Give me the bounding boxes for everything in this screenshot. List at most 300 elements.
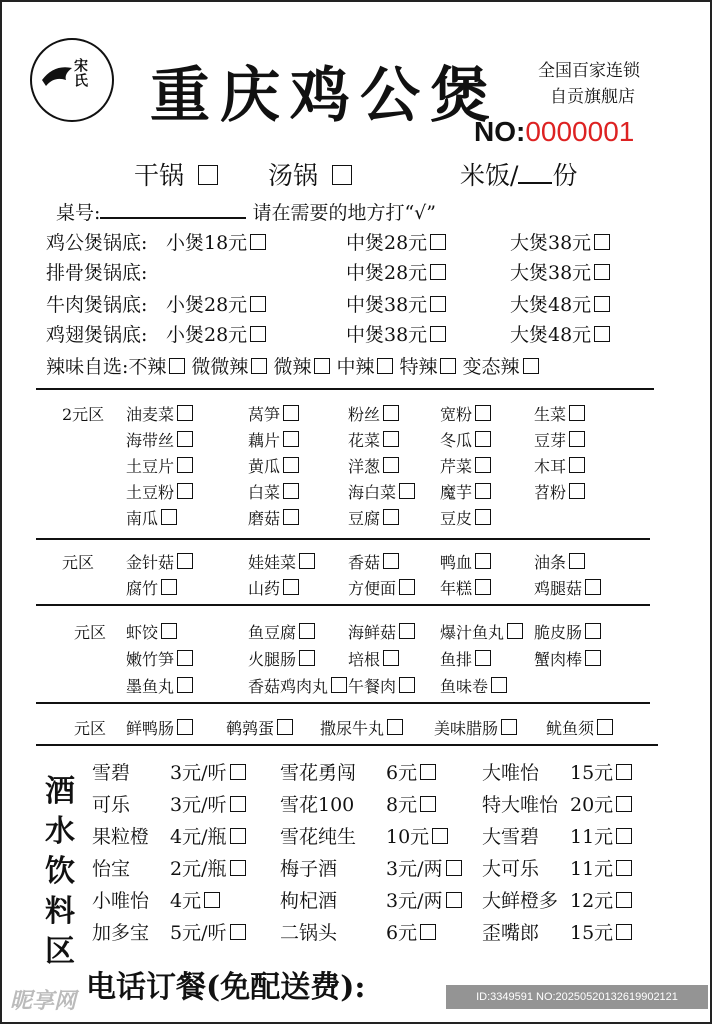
drink-item[interactable]	[570, 918, 632, 945]
price-label: 元区	[74, 719, 107, 738]
menu-item-checkbox[interactable]	[475, 509, 491, 525]
chain-line-2: 自贡旗舰店	[550, 87, 635, 106]
spicy-level-label: 微辣	[273, 356, 312, 378]
menu-item-checkbox[interactable]	[399, 677, 415, 693]
menu-item-checkbox[interactable]	[387, 719, 403, 735]
pot-small-label: 小煲28元	[166, 324, 248, 346]
menu-item-checkbox[interactable]	[475, 483, 491, 499]
option-rice[interactable]	[460, 156, 577, 192]
menu-item-checkbox[interactable]	[299, 650, 315, 666]
drink-checkbox[interactable]	[230, 764, 246, 780]
pot-small-checkbox[interactable]	[250, 296, 266, 312]
spicy-level[interactable]	[128, 356, 185, 378]
drink-checkbox[interactable]	[432, 828, 448, 844]
menu-item[interactable]	[248, 620, 315, 643]
drink-price: 15元	[570, 922, 614, 944]
menu-item-checkbox[interactable]	[569, 553, 585, 569]
drink-name: 大雪碧	[482, 826, 540, 848]
table-number-blank[interactable]	[100, 201, 246, 219]
menu-item[interactable]	[440, 647, 491, 670]
pot-small[interactable]	[166, 228, 266, 255]
pot-medium-checkbox[interactable]	[430, 296, 446, 312]
drink-item[interactable]	[386, 790, 436, 817]
menu-item-label: 鱼豆腐	[248, 623, 297, 642]
drink-price: 4元	[170, 890, 202, 912]
pot-large-checkbox[interactable]	[594, 326, 610, 342]
drink-checkbox[interactable]	[420, 924, 436, 940]
menu-item-checkbox[interactable]	[475, 457, 491, 473]
divider	[36, 744, 658, 746]
menu-item[interactable]	[126, 454, 193, 477]
menu-item[interactable]	[126, 402, 193, 425]
pot-medium-checkbox[interactable]	[430, 264, 446, 280]
menu-item-label: 粉丝	[348, 405, 381, 424]
pot-large[interactable]	[510, 320, 610, 347]
menu-item-label: 宽粉	[440, 405, 473, 424]
pot-large-checkbox[interactable]	[594, 264, 610, 280]
menu-item[interactable]	[248, 454, 299, 477]
spicy-level-label: 变态辣	[462, 356, 520, 378]
menu-item-label: 豆腐	[348, 509, 381, 528]
menu-item[interactable]	[348, 506, 399, 529]
menu-item-checkbox[interactable]	[475, 579, 491, 595]
drink-checkbox[interactable]	[616, 892, 632, 908]
menu-item-label: 莴笋	[248, 405, 281, 424]
option-soup-pot[interactable]	[268, 156, 352, 192]
menu-item-checkbox[interactable]	[585, 579, 601, 595]
menu-item[interactable]	[534, 402, 585, 425]
spicy-label: 辣味自选:	[46, 356, 129, 378]
pot-large[interactable]	[510, 228, 610, 255]
pot-small[interactable]	[166, 320, 266, 347]
menu-item-label: 海白菜	[348, 483, 397, 502]
menu-item[interactable]	[248, 480, 299, 503]
spicy-level-label: 不辣	[128, 356, 167, 378]
pot-medium-checkbox[interactable]	[430, 326, 446, 342]
menu-item-label: 美味腊肠	[434, 719, 499, 738]
menu-item-label: 洋葱	[348, 457, 381, 476]
menu-item-checkbox[interactable]	[177, 483, 193, 499]
menu-item-checkbox[interactable]	[277, 719, 293, 735]
logo-badge	[30, 38, 114, 122]
menu-item-checkbox[interactable]	[177, 405, 193, 421]
spicy-level[interactable]	[462, 356, 538, 378]
pot-large-label: 大煲48元	[510, 324, 592, 346]
menu-item[interactable]	[226, 716, 293, 739]
pot-large[interactable]	[510, 258, 610, 285]
menu-item[interactable]	[348, 550, 399, 573]
menu-item-checkbox[interactable]	[491, 677, 507, 693]
drink-name: 大可乐	[482, 858, 540, 880]
menu-item-label: 爆汁鱼丸	[440, 623, 505, 642]
menu-item-checkbox[interactable]	[597, 719, 613, 735]
menu-item-checkbox[interactable]	[569, 483, 585, 499]
drink-checkbox[interactable]	[446, 892, 462, 908]
menu-item-label: 鸭血	[440, 553, 473, 572]
drink-name: 大鲜橙多	[482, 890, 559, 912]
drink-item[interactable]	[386, 758, 436, 785]
chain-info	[538, 58, 640, 110]
divider	[36, 538, 650, 540]
drink-price: 10元	[386, 826, 430, 848]
drink-item[interactable]	[170, 854, 246, 881]
menu-item-checkbox[interactable]	[283, 405, 299, 421]
menu-item-label: 撒尿牛丸	[320, 719, 385, 738]
spicy-level-checkbox[interactable]	[377, 358, 393, 374]
menu-item-checkbox[interactable]	[399, 579, 415, 595]
pot-name: 鸡翅煲锅底:	[46, 324, 148, 346]
menu-item[interactable]	[348, 576, 415, 599]
spicy-level[interactable]	[336, 356, 393, 378]
menu-item-label: 磨菇	[248, 509, 281, 528]
menu-item[interactable]	[440, 454, 491, 477]
drink-name: 可乐	[92, 794, 131, 816]
pot-large-label: 大煲48元	[510, 294, 592, 316]
menu-item-label: 鹌鹑蛋	[226, 719, 275, 738]
menu-item[interactable]	[348, 454, 399, 477]
pot-large-checkbox[interactable]	[594, 296, 610, 312]
drink-item[interactable]	[170, 790, 246, 817]
menu-item-checkbox[interactable]	[383, 553, 399, 569]
menu-item-checkbox[interactable]	[475, 650, 491, 666]
menu-item[interactable]	[126, 576, 177, 599]
menu-item[interactable]	[248, 674, 347, 697]
menu-item-checkbox[interactable]	[283, 483, 299, 499]
check-hint: 请在需要的地方打“√”	[252, 202, 436, 224]
menu-item-label: 金针菇	[126, 553, 175, 572]
menu-item[interactable]	[348, 480, 415, 503]
rice-qty-blank[interactable]	[518, 162, 552, 184]
menu-item[interactable]	[534, 576, 601, 599]
menu-item[interactable]	[440, 550, 491, 573]
drink-price: 12元	[570, 890, 614, 912]
spicy-levels	[128, 356, 544, 378]
menu-item-label: 木耳	[534, 457, 567, 476]
drink-checkbox[interactable]	[616, 924, 632, 940]
drink-price: 3元/两	[386, 858, 443, 880]
menu-item-label: 鲜鸭肠	[126, 719, 175, 738]
drink-item[interactable]	[570, 886, 632, 913]
menu-item-checkbox[interactable]	[177, 719, 193, 735]
drink-price: 5元/听	[170, 922, 227, 944]
drink-item[interactable]	[386, 886, 462, 913]
menu-item-checkbox[interactable]	[177, 650, 193, 666]
menu-item-checkbox[interactable]	[399, 623, 415, 639]
menu-item[interactable]	[534, 480, 585, 503]
drink-item[interactable]	[170, 758, 246, 785]
pot-small-checkbox[interactable]	[250, 326, 266, 342]
drink-checkbox[interactable]	[230, 796, 246, 812]
menu-item-label: 魔芋	[440, 483, 473, 502]
drink-name: 梅子酒	[280, 858, 338, 880]
menu-item-checkbox[interactable]	[507, 623, 523, 639]
drink-name: 加多宝	[92, 922, 150, 944]
spicy-level-checkbox[interactable]	[440, 358, 456, 374]
menu-item[interactable]	[348, 647, 399, 670]
menu-item-checkbox[interactable]	[299, 623, 315, 639]
drink-checkbox[interactable]	[616, 796, 632, 812]
drink-name: 大唯怡	[482, 762, 540, 784]
menu-item[interactable]	[248, 428, 299, 451]
menu-item-label: 方便面	[348, 579, 397, 598]
menu-item[interactable]	[248, 402, 299, 425]
menu-item-checkbox[interactable]	[177, 457, 193, 473]
pot-large[interactable]	[510, 290, 610, 317]
spicy-level-checkbox[interactable]	[314, 358, 330, 374]
pot-large-label: 大煲38元	[510, 232, 592, 254]
menu-item[interactable]	[440, 674, 507, 697]
spicy-level[interactable]	[399, 356, 456, 378]
menu-item-label: 黄瓜	[248, 457, 281, 476]
pot-small-checkbox[interactable]	[250, 234, 266, 250]
menu-item-checkbox[interactable]	[283, 579, 299, 595]
menu-item-checkbox[interactable]	[569, 457, 585, 473]
menu-item-checkbox[interactable]	[161, 623, 177, 639]
pot-medium-label: 中煲38元	[346, 294, 428, 316]
menu-item-label: 香菇	[348, 553, 381, 572]
menu-item[interactable]	[534, 550, 585, 573]
drink-name: 雪花100	[280, 794, 355, 816]
menu-item-checkbox[interactable]	[177, 553, 193, 569]
pot-small-label: 小煲18元	[166, 232, 248, 254]
pot-small-label: 小煲28元	[166, 294, 248, 316]
spicy-row	[46, 352, 545, 379]
spicy-level-label: 微微辣	[191, 356, 249, 378]
menu-item[interactable]	[440, 402, 491, 425]
menu-item-label: 年糕	[440, 579, 473, 598]
drink-item[interactable]	[386, 854, 462, 881]
dry-pot-checkbox[interactable]	[198, 165, 218, 185]
menu-item[interactable]	[320, 716, 403, 739]
drink-price: 3元/听	[170, 794, 227, 816]
drink-name: 小唯怡	[92, 890, 150, 912]
menu-item[interactable]	[348, 428, 399, 451]
menu-item[interactable]	[434, 716, 517, 739]
menu-item[interactable]	[126, 506, 177, 529]
menu-item[interactable]	[248, 506, 299, 529]
drink-price: 20元	[570, 794, 614, 816]
menu-item-label: 油条	[534, 553, 567, 572]
menu-item-checkbox[interactable]	[399, 483, 415, 499]
spicy-level[interactable]	[191, 356, 267, 378]
divider	[36, 388, 654, 390]
menu-item-checkbox[interactable]	[283, 509, 299, 525]
menu-item-checkbox[interactable]	[299, 553, 315, 569]
menu-item-checkbox[interactable]	[585, 650, 601, 666]
menu-item-label: 藕片	[248, 431, 281, 450]
menu-item[interactable]	[126, 480, 193, 503]
drink-checkbox[interactable]	[230, 860, 246, 876]
brand-title: 重庆鸡公煲	[150, 61, 500, 131]
menu-item[interactable]	[534, 647, 601, 670]
drink-checkbox[interactable]	[616, 828, 632, 844]
drink-price: 4元/瓶	[170, 826, 227, 848]
menu-item-checkbox[interactable]	[331, 677, 347, 693]
drink-item[interactable]	[170, 918, 246, 945]
pot-name: 鸡公煲锅底:	[46, 232, 148, 254]
drink-name: 特大唯怡	[482, 794, 559, 816]
menu-item[interactable]	[440, 428, 491, 451]
menu-item-checkbox[interactable]	[283, 457, 299, 473]
spicy-level-checkbox[interactable]	[251, 358, 267, 374]
menu-item-checkbox[interactable]	[177, 431, 193, 447]
menu-item-checkbox[interactable]	[177, 677, 193, 693]
menu-item-checkbox[interactable]	[383, 509, 399, 525]
menu-item[interactable]	[534, 620, 601, 643]
menu-item-checkbox[interactable]	[383, 650, 399, 666]
pot-medium-label: 中煲28元	[346, 262, 428, 284]
menu-item-checkbox[interactable]	[161, 509, 177, 525]
menu-item-label: 白菜	[248, 483, 281, 502]
menu-item[interactable]	[348, 674, 415, 697]
pot-name: 排骨煲锅底:	[46, 262, 148, 284]
drink-checkbox[interactable]	[204, 892, 220, 908]
drink-price: 6元	[386, 762, 418, 784]
price-label: 元区	[74, 623, 107, 642]
menu-item[interactable]	[440, 620, 523, 643]
spicy-level-label: 中辣	[336, 356, 375, 378]
menu-item-label: 墨鱼丸	[126, 677, 175, 696]
soup-pot-checkbox[interactable]	[332, 165, 352, 185]
pot-large-checkbox[interactable]	[594, 234, 610, 250]
menu-item[interactable]	[126, 620, 177, 643]
menu-item-checkbox[interactable]	[161, 579, 177, 595]
drink-item[interactable]	[570, 758, 632, 785]
pot-medium[interactable]	[346, 320, 446, 347]
menu-item-label: 鱿鱼须	[546, 719, 595, 738]
menu-item-label: 豆芽	[534, 431, 567, 450]
menu-item[interactable]	[546, 716, 613, 739]
menu-item[interactable]	[348, 402, 399, 425]
drink-item[interactable]	[170, 886, 220, 913]
drinks-title: 酒水饮料区	[45, 774, 75, 969]
drink-checkbox[interactable]	[616, 860, 632, 876]
menu-item[interactable]	[248, 550, 315, 573]
drink-item[interactable]	[570, 822, 632, 849]
menu-item-checkbox[interactable]	[475, 553, 491, 569]
menu-item-label: 油麦菜	[126, 405, 175, 424]
drink-name: 枸杞酒	[280, 890, 338, 912]
menu-item[interactable]	[248, 647, 315, 670]
pot-medium-checkbox[interactable]	[430, 234, 446, 250]
drink-item[interactable]	[570, 854, 632, 881]
menu-item-label: 蟹肉棒	[534, 650, 583, 669]
menu-item[interactable]	[440, 506, 491, 529]
menu-item-checkbox[interactable]	[475, 431, 491, 447]
menu-item[interactable]	[126, 674, 193, 697]
menu-item-label: 芹菜	[440, 457, 473, 476]
menu-item-label: 土豆粉	[126, 483, 175, 502]
menu-item-checkbox[interactable]	[569, 405, 585, 421]
menu-item-checkbox[interactable]	[501, 719, 517, 735]
pot-medium[interactable]	[346, 290, 446, 317]
drink-checkbox[interactable]	[420, 764, 436, 780]
menu-item-label: 香菇鸡肉丸	[248, 677, 329, 696]
menu-item-label: 培根	[348, 650, 381, 669]
spicy-level-label: 特辣	[399, 356, 438, 378]
menu-item-checkbox[interactable]	[383, 405, 399, 421]
drink-price: 2元/瓶	[170, 858, 227, 880]
pot-small[interactable]	[166, 290, 266, 317]
spicy-level-checkbox[interactable]	[523, 358, 539, 374]
drink-item[interactable]	[386, 918, 436, 945]
watermark-id: ID:3349591 NO:20250520132619902121	[446, 985, 708, 1009]
menu-item-label: 海鲜菇	[348, 623, 397, 642]
drink-price: 8元	[386, 794, 418, 816]
drink-checkbox[interactable]	[446, 860, 462, 876]
menu-item[interactable]	[440, 576, 491, 599]
order-number	[474, 116, 634, 148]
menu-item-label: 腐竹	[126, 579, 159, 598]
drink-price: 3元/听	[170, 762, 227, 784]
menu-item[interactable]	[248, 576, 299, 599]
menu-item-label: 山药	[248, 579, 281, 598]
order-number-value: 0000001	[525, 116, 635, 147]
drink-name: 雪花勇闯	[280, 762, 357, 784]
menu-item-checkbox[interactable]	[475, 405, 491, 421]
menu-item-label: 嫩竹笋	[126, 650, 175, 669]
menu-item-label: 鱼味卷	[440, 677, 489, 696]
drink-name: 歪嘴郎	[482, 922, 540, 944]
menu-item-checkbox[interactable]	[383, 457, 399, 473]
menu-item[interactable]	[534, 454, 585, 477]
menu-item-checkbox[interactable]	[283, 431, 299, 447]
menu-item-checkbox[interactable]	[569, 431, 585, 447]
menu-item-label: 火腿肠	[248, 650, 297, 669]
menu-item-checkbox[interactable]	[383, 431, 399, 447]
menu-item[interactable]	[126, 550, 193, 573]
menu-item-label: 南瓜	[126, 509, 159, 528]
menu-item-label: 海带丝	[126, 431, 175, 450]
drink-item[interactable]	[170, 822, 246, 849]
chain-line-1: 全国百家连锁	[538, 61, 640, 80]
drink-name: 雪花纯生	[280, 826, 357, 848]
menu-item[interactable]	[126, 647, 193, 670]
menu-item[interactable]	[534, 428, 585, 451]
menu-item-label: 娃娃菜	[248, 553, 297, 572]
pot-medium-label: 中煲28元	[346, 232, 428, 254]
drink-price: 11元	[570, 858, 614, 880]
price-label: 2元区	[62, 405, 105, 424]
drink-checkbox[interactable]	[420, 796, 436, 812]
drink-price: 6元	[386, 922, 418, 944]
spicy-level[interactable]	[273, 356, 330, 378]
menu-item[interactable]	[440, 480, 491, 503]
menu-item[interactable]	[126, 716, 193, 739]
menu-item-label: 生菜	[534, 405, 567, 424]
drink-checkbox[interactable]	[230, 924, 246, 940]
divider	[36, 702, 650, 704]
spicy-level-checkbox[interactable]	[169, 358, 185, 374]
pot-medium[interactable]	[346, 228, 446, 255]
pot-name: 牛肉煲锅底:	[46, 294, 148, 316]
drink-checkbox[interactable]	[616, 764, 632, 780]
drink-item[interactable]	[570, 790, 632, 817]
drink-name: 二锅头	[280, 922, 338, 944]
logo-text: 宋氏	[72, 58, 88, 88]
menu-item[interactable]	[126, 428, 193, 451]
pot-medium[interactable]	[346, 258, 446, 285]
option-dry-pot[interactable]	[134, 156, 218, 192]
drink-checkbox[interactable]	[230, 828, 246, 844]
drink-item[interactable]	[386, 822, 448, 849]
order-number-label: NO:	[474, 116, 526, 147]
rice-unit: 份	[552, 161, 578, 190]
menu-item[interactable]	[348, 620, 415, 643]
menu-item-label: 冬瓜	[440, 431, 473, 450]
menu-item-label: 鸡腿菇	[534, 579, 583, 598]
menu-item-checkbox[interactable]	[585, 623, 601, 639]
